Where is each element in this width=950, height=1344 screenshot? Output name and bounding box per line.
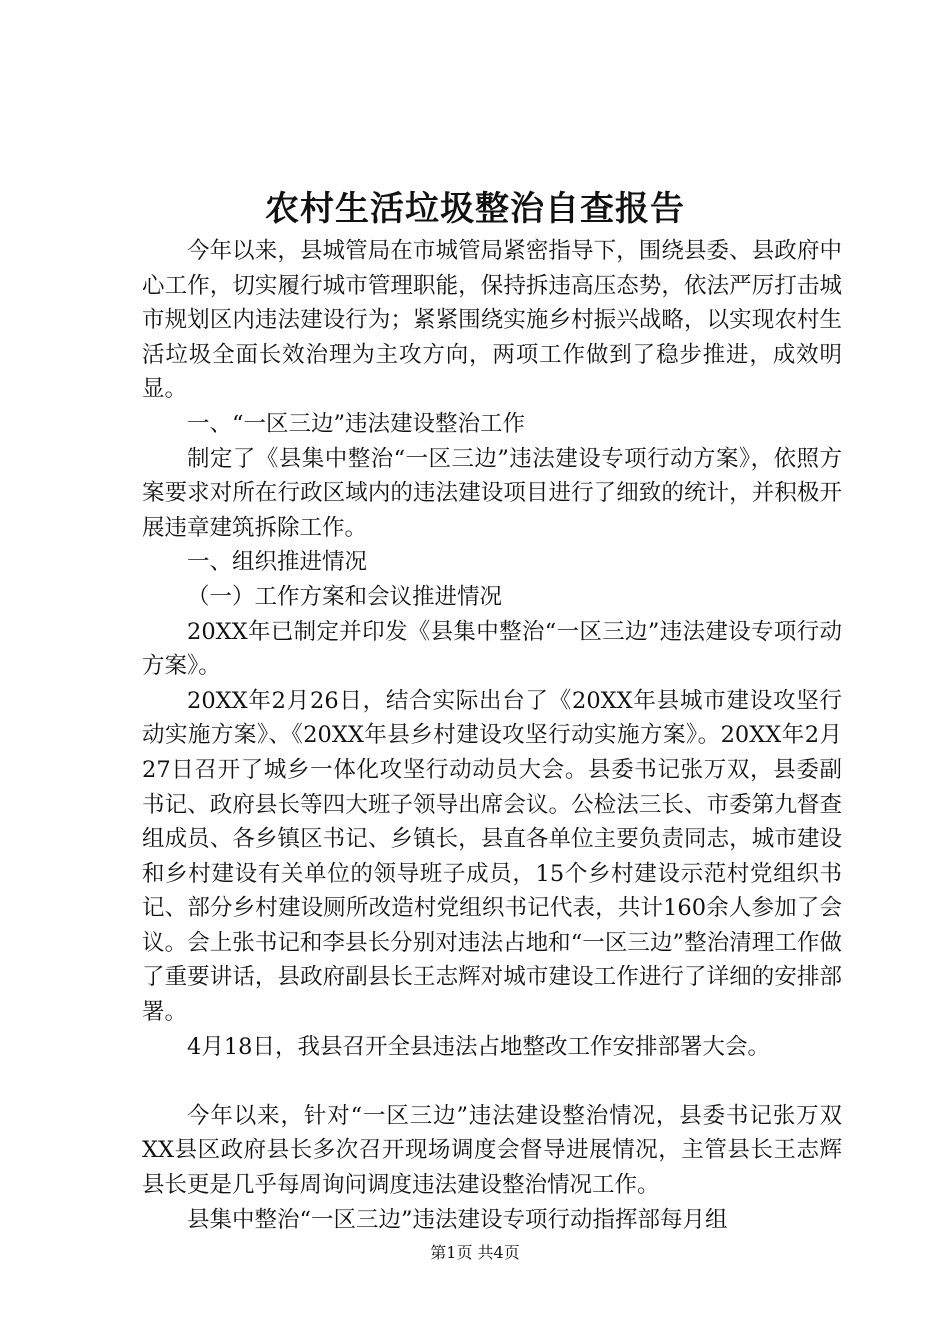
paragraph-plan: 制定了《县集中整治“一区三边”违法建设专项行动方案》，依照方案要求对所在行政区域内的违法建设项目进行了细致的统计，并积极开展违章建筑拆除工作。	[142, 445, 842, 541]
paragraph-intro: 今年以来，县城管局在市城管局紧密指导下，围绕县委、县政府中心工作，切实履行城市管理职能，保持拆违高压态势，依法严厉打击城市规划区内违法建设行为；紧紧围绕实施乡村振兴战略，以实现农村生活垃圾全面长效治理为主攻方向，两项工作做到了稳步推进，成效明显。	[142, 238, 842, 403]
paragraph-april-meeting: 4月18日，我县召开全县违法占地整改工作安排部署大会。	[187, 1033, 770, 1060]
subsection-heading-meetings: （一）工作方案和会议推进情况	[187, 583, 503, 610]
document-title: 农村生活垃圾整治自查报告	[265, 189, 685, 229]
section-heading-illegal-construction: 一、“一区三边”违法建设整治工作	[187, 410, 526, 437]
blank-line	[142, 1064, 842, 1099]
paragraph-supervision: 今年以来，针对“一区三边”违法建设整治情况，县委书记张万双XX县区政府县长多次召开现场调度会督导进展情况，主管县长王志辉县长更是几乎每周询问调度违法建设整治情况工作。	[142, 1102, 842, 1199]
page-number-footer: 第1页 共4页	[430, 1243, 520, 1262]
section-heading-organization: 一、组织推进情况	[187, 549, 368, 576]
document-body	[142, 234, 842, 1237]
paragraph-mobilization-meeting: 20XX年2月26日，结合实际出台了《20XX年县城市建设攻坚行动实施方案》、《20XX年县乡村建设攻坚行动实施方案》。20XX年2月27日召开了城乡一体化攻坚行动动员大会。县委书记张万双，县委副书记、政府县长等四大班子领导出席会议。公检法三长、市委第九督查组成员、各乡镇区书记、乡镇长，县直各单位主要负责同志，城市建设和乡村建设有关单位的领导班子成员，15个乡村建设示范村党组织书记、部分乡村建设厕所改造村党组织书记代表，共计160余人参加了会议。会上张书记和李县长分别对违法占地和“一区三边”整治清理工作做了重要讲话，县政府副县长王志辉对城市建设工作进行了详细的安排部署。	[142, 687, 842, 1026]
paragraph-command-office: 县集中整治“一区三边”违法建设专项行动指挥部每月组	[187, 1206, 728, 1233]
paragraph-plan-issued: 20XX年已制定并印发《县集中整治“一区三边”违法建设专项行动方案》。	[142, 618, 842, 680]
